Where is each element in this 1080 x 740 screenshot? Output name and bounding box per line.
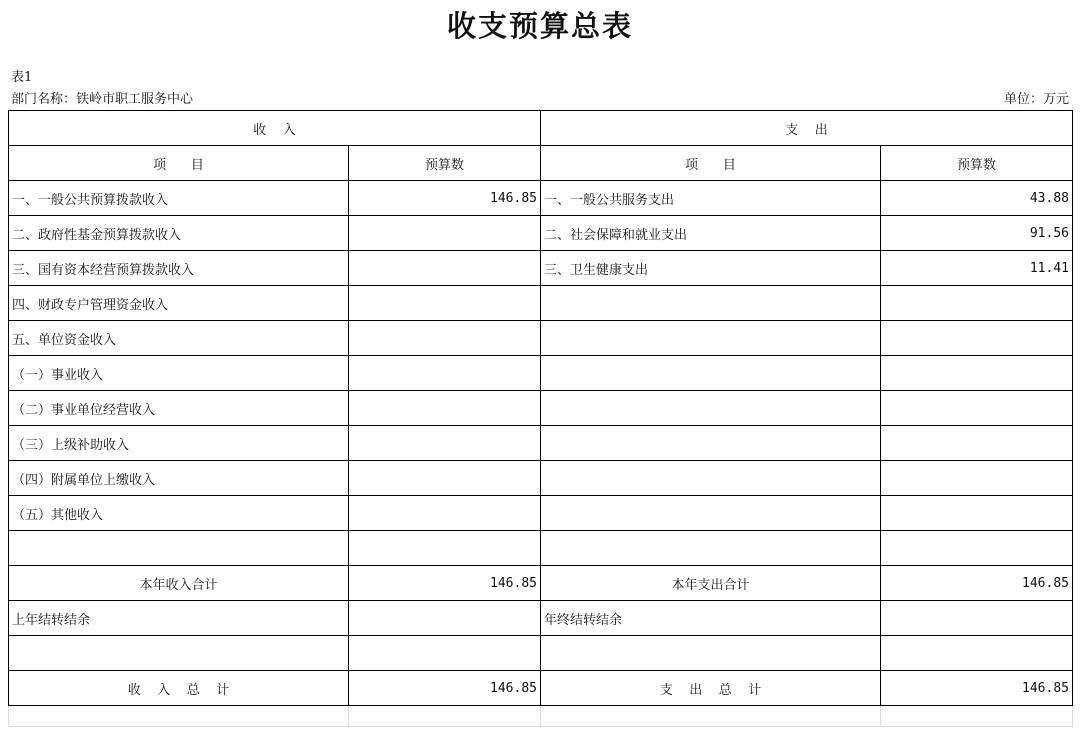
carryover-row [9,601,1073,636]
income-value-cell [349,286,541,321]
income-value-cell [349,601,541,636]
income-item-cell: （三）上级补助收入 [9,426,349,461]
subtotal-row [9,566,1073,601]
income-value-cell [349,496,541,531]
table-row [9,321,1073,356]
income-budget-header: 预算数 [349,146,541,181]
expense-item-cell [541,531,881,566]
column-header-row [9,146,1073,181]
income-item-cell: 收 入 总 计 [9,671,349,706]
budget-summary-table [8,110,1073,727]
expense-item-cell: 年终结转结余 [541,601,881,636]
department-name: 部门名称：铁岭市职工服务中心 [11,92,194,107]
income-header: 收 入 [9,111,541,146]
table-row [9,181,1073,216]
expense-value-cell [881,636,1073,671]
income-item-cell [9,531,349,566]
expense-value-cell [881,461,1073,496]
grand-total-row [9,671,1073,706]
table-row [9,356,1073,391]
income-value-cell: 146.85 [349,671,541,706]
expense-item-cell [541,426,881,461]
income-value-cell [349,321,541,356]
expense-item-cell [541,391,881,426]
expense-value-cell [881,496,1073,531]
income-item-cell [9,636,349,671]
unit-label: 单位：万元 [1003,92,1069,107]
expense-item-cell [541,321,881,356]
expense-value-cell [881,426,1073,461]
expense-budget-header: 预算数 [881,146,1073,181]
table-row [9,531,1073,566]
income-value-cell [349,426,541,461]
income-item-cell: 四、财政专户管理资金收入 [9,286,349,321]
income-value-cell [349,461,541,496]
expense-value-cell [881,286,1073,321]
table-row [9,426,1073,461]
income-item-cell: 三、国有资本经营预算拨款收入 [9,251,349,286]
income-item-cell: （五）其他收入 [9,496,349,531]
section-header-row [9,111,1073,146]
income-item-cell: 一、一般公共预算拨款收入 [9,181,349,216]
expense-value-cell: 91.56 [881,216,1073,251]
expense-item-cell [541,496,881,531]
income-value-cell [349,636,541,671]
income-item-cell: 二、政府性基金预算拨款收入 [9,216,349,251]
income-item-cell: （一）事业收入 [9,356,349,391]
income-item-cell: 本年收入合计 [9,566,349,601]
income-item-cell: （四）附属单位上缴收入 [9,461,349,496]
expense-header: 支 出 [541,111,1073,146]
income-item-cell: 五、单位资金收入 [9,321,349,356]
expense-value-cell [881,391,1073,426]
blank-row [9,636,1073,671]
income-value-cell [349,356,541,391]
expense-value-cell: 146.85 [881,566,1073,601]
table-row [9,251,1073,286]
income-item-header: 项 目 [9,146,349,181]
expense-item-header: 项 目 [541,146,881,181]
expense-item-cell [541,636,881,671]
empty-grid-cell [881,706,1073,727]
expense-item-cell: 二、社会保障和就业支出 [541,216,881,251]
expense-item-cell: 三、卫生健康支出 [541,251,881,286]
expense-item-cell: 本年支出合计 [541,566,881,601]
empty-grid-cell [541,706,881,727]
expense-value-cell: 11.41 [881,251,1073,286]
table-row [9,286,1073,321]
empty-grid-cell [349,706,541,727]
page-title: 收支预算总表 [446,9,633,43]
expense-value-cell [881,601,1073,636]
expense-value-cell [881,531,1073,566]
expense-value-cell [881,356,1073,391]
income-value-cell [349,531,541,566]
expense-value-cell: 43.88 [881,181,1073,216]
expense-item-cell [541,286,881,321]
table-row [9,391,1073,426]
empty-grid-row [9,706,1073,727]
expense-item-cell [541,461,881,496]
expense-item-cell [541,356,881,391]
expense-value-cell [881,321,1073,356]
income-value-cell [349,216,541,251]
income-value-cell: 146.85 [349,566,541,601]
income-value-cell: 146.85 [349,181,541,216]
income-item-cell: （二）事业单位经营收入 [9,391,349,426]
income-value-cell [349,391,541,426]
expense-item-cell: 一、一般公共服务支出 [541,181,881,216]
empty-grid-cell [9,706,349,727]
income-value-cell [349,251,541,286]
table-number: 表1 [11,70,33,85]
expense-value-cell: 146.85 [881,671,1073,706]
table-row [9,461,1073,496]
expense-item-cell: 支 出 总 计 [541,671,881,706]
income-item-cell: 上年结转结余 [9,601,349,636]
table-row [9,496,1073,531]
table-row [9,216,1073,251]
